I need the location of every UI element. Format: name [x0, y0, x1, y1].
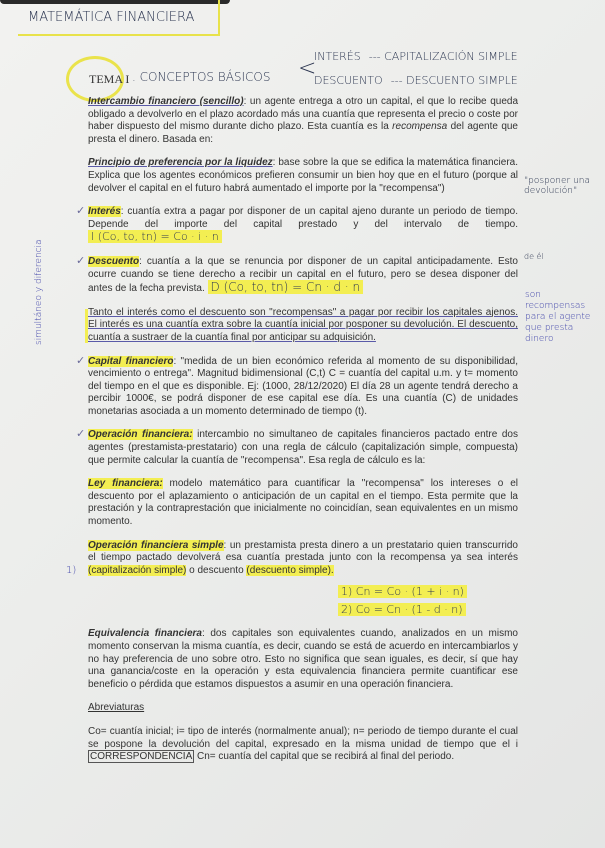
section-descuento: [76, 254, 518, 296]
branch-interes-note: --- CAPITALIZACIÓN SIMPLE: [368, 50, 518, 63]
section-operacion: [76, 428, 518, 467]
section-tanto: [88, 307, 518, 345]
definition: : un prestamista presta dinero a un prestatario quien transcurrido el tiempo pactado devolverá esa cuantía prestada junto con la recompensa ya sea interés: [88, 539, 518, 564]
formula: D (Co, to, tn) = Cn · d · n: [208, 280, 364, 294]
branch-row-descuento: [314, 74, 518, 87]
term: Intercambio financiero (sencillo): [88, 96, 244, 107]
term: Principio de preferencia por la liquidez: [88, 157, 273, 169]
note-posponer: "posponer una devolución": [524, 176, 590, 196]
definition: modelo matemático para cuantificar la "recompensa" los intereses o el descuento por el aplazamiento o anticipación de un capital en el tiempo. Esta permite que la prestación y la contraprestación que inicialmente no coincidían, sean equivalentes en un mismo momento.: [88, 478, 518, 528]
note-recompensa: son recompensas para el agente que presta dinero: [525, 290, 591, 344]
page-title: MATEMÁTICA FINANCIERA: [28, 10, 195, 25]
section-intercambio: [88, 96, 518, 146]
emphasis: recompensa: [392, 121, 448, 133]
note-de-el: de él: [524, 252, 544, 261]
bracket-icon: <: [298, 56, 317, 81]
definition-end: del agente que presta el dinero. Basada en:: [88, 121, 518, 145]
formula: I (Co, to, tn) = Co · i · n: [88, 230, 222, 243]
check-icon: ✓: [76, 428, 86, 441]
note-simultaneo: simultáneo y diferencia: [34, 239, 44, 345]
section-principio: [88, 157, 518, 195]
section-capital: [76, 354, 519, 419]
branch-descuento: DESCUENTO: [314, 74, 383, 87]
highlight-capitalizacion: (capitalización simple): [88, 564, 187, 576]
definition: intercambio no simultaneo de capitales financieros pactado entre dos agentes (prestamista-prestatario) con una regla de cálculo (capitalización simple, compuesta) que permite calcular la cuantía de "recompensa". Esa regla de cálculo es la:: [88, 429, 518, 466]
section-abreviaturas: [88, 726, 518, 764]
text: o descuento: [186, 564, 247, 576]
definition: : dos capitales son equivalentes cuando, analizados en un mismo momento conservan la misma cuantía, es decir, cuando se está de acuerdo en intercambiarlos y no hay preferencia de uno sobre otro. Esto no significa que sean iguales, es decir, sí que hay una ganancia/coste en la operación y esta equivalencia financiera permite cuantificar ese beneficio o pérdida que estamos dispuestos a asumir en una operación financiera.: [88, 628, 518, 690]
check-icon: ✓: [76, 254, 86, 267]
branch-interes: INTERÉS: [314, 50, 361, 63]
definition: : cuantía extra a pagar por disponer de un capital ajeno durante un periodo de tiempo. Depende del importe del capital prestado y del intervalo de tiempo.: [88, 206, 518, 230]
check-icon: ✓: [76, 205, 86, 218]
formula-capitalizacion: 1) Cn = Co · (1 + i · n): [338, 585, 467, 598]
formula-descuento: 2) Co = Cn · (1 - d · n): [338, 603, 466, 616]
term: Equivalencia financiera: [88, 628, 202, 640]
boxed-word: CORRESPONDENCIA: [90, 751, 193, 763]
term: Descuento: [88, 255, 140, 267]
text-end: Cn= cuantía del capital que se recibirá al final del periodo.: [194, 751, 455, 763]
term: Interés: [88, 206, 121, 218]
term: Ley financiera:: [88, 478, 163, 490]
branch-descuento-note: --- DESCUENTO SIMPLE: [390, 74, 518, 87]
content-column: [66, 96, 519, 775]
section-equivalencia: [88, 628, 518, 691]
section-simple: [66, 539, 518, 578]
check-icon: ✓: [76, 354, 86, 367]
mark-1: 1): [66, 564, 77, 576]
term: Operación financiera simple: [88, 539, 224, 551]
text: Co= cuantía inicial; i= tipo de interés (normalmente anual); n= periodo de tiempo durante el cual se pospone la devolución del capital, expresado en la misma unidad de tiempo que el i: [88, 725, 518, 750]
term: Capital financiero: [88, 355, 174, 367]
paragraph: Tanto el interés como el descuento son "recompensas" a pagar por recibir los capitales ajenos. El interés es una cuantía extra sobre la cuantía inicial por posponer su devolución. El descuento, cuantía a sustraer de la cuantía final por anticipar su adquisición.: [88, 306, 518, 343]
definition: : un agente entrega a otro un capital, el que lo recibe queda obligado a devolverlo en el plazo acordado más una cuantía que representa el precio o coste por haber dispuesto del mismo durante dicho plazo. Esta cuantía es la: [88, 96, 519, 133]
tema-label: TEMA I: [89, 72, 130, 86]
section-ley: [88, 478, 518, 528]
definition: : base sobre la que se edifica la matemática financiera. Explica que los agentes económicos prefieren consumir un bien hoy que en el futuro (porque al devolver el capital en el futuro habrá aumentado el importe por la "recompensa"): [88, 157, 518, 194]
tema-topic: . CONCEPTOS BÁSICOS: [132, 70, 271, 84]
term: Operación financiera:: [88, 429, 193, 441]
highlight-descuento: (descuento simple).: [246, 564, 334, 576]
section-interes: [76, 205, 518, 245]
definition: : cuantía a la que se renuncia por disponer de un capital anticipadamente. Esto ocurre cuando se tiene derecho a recibir un capital en el futuro, pero se desea disponer del antes de la fecha prevista.: [88, 255, 518, 295]
abreviaturas-title: Abreviaturas: [88, 702, 145, 714]
branch-row-interes: [314, 50, 518, 63]
definition: : "medida de un bien económico referida al momento de su disponibilidad, vencimiento o entrega". Magnitud bidimensional (C,t) C = cuantía del capital u.m. y t= momento del tiempo en el que es disponible. Ej: (1000, 28/12/2020) El día 28 un agente tendrá derecho a percibir 1000€, se podrá disponer de ese capital ese día. Es una cuantía (C) de unidades monetarias asociada a un momento determinado de tiempo (t).: [88, 355, 519, 417]
formulas-simple: [338, 582, 518, 618]
